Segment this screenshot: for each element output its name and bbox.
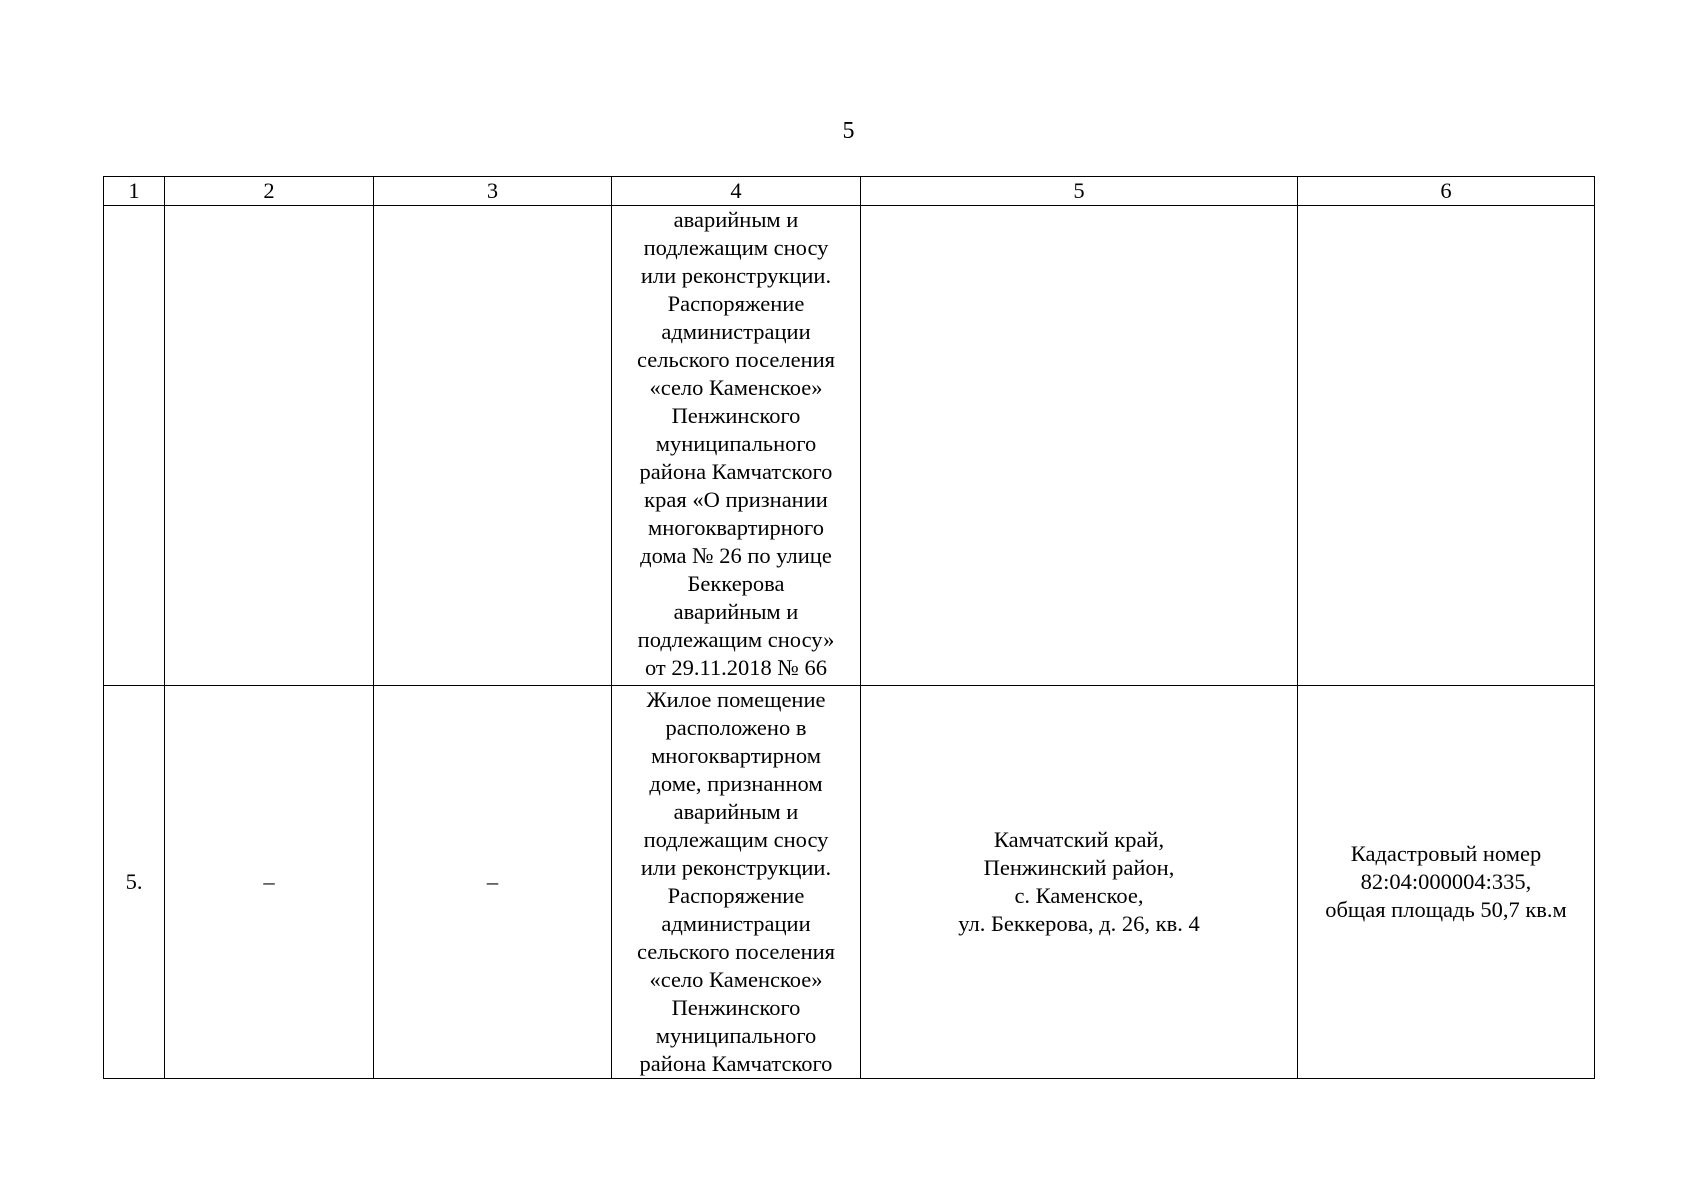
cell-col2 (165, 206, 374, 686)
column-header-4: 4 (612, 177, 861, 206)
column-header-3: 3 (374, 177, 612, 206)
cell-address: Камчатский край, Пенжинский район, с. Каменское, ул. Беккерова, д. 26, кв. 4 (861, 686, 1298, 1079)
table-row-continuation (104, 206, 1595, 686)
registry-table (103, 176, 1595, 1079)
cell-col3: – (374, 686, 612, 1079)
column-header-2: 2 (165, 177, 374, 206)
column-header-6: 6 (1298, 177, 1595, 206)
cell-col2: – (165, 686, 374, 1079)
cell-number (104, 206, 165, 686)
cell-basis-description: аварийным и подлежащим сносу или реконструкции. Распоряжение администрации сельского поселения «село Каменское» Пенжинского муниципального района Камчатского края «О признании многоквартирного дома № 26 по улице Беккерова аварийным и подлежащим сносу» от 29.11.2018 № 66 (612, 206, 861, 686)
cell-number: 5. (104, 686, 165, 1079)
page-number: 5 (842, 118, 855, 144)
cell-characteristics: Кадастровый номер 82:04:000004:335, общая площадь 50,7 кв.м (1298, 686, 1595, 1079)
column-header-5: 5 (861, 177, 1298, 206)
cell-address (861, 206, 1298, 686)
column-header-1: 1 (104, 177, 165, 206)
cell-characteristics (1298, 206, 1595, 686)
cell-col3 (374, 206, 612, 686)
table-row-item-5 (104, 686, 1595, 1079)
cell-basis-description: Жилое помещение расположено в многоквартирном доме, признанном аварийным и подлежащим сносу или реконструкции. Распоряжение администрации сельского поселения «село Каменское» Пенжинского муниципального района Камчатского (612, 686, 861, 1079)
table-header-row (104, 177, 1595, 206)
